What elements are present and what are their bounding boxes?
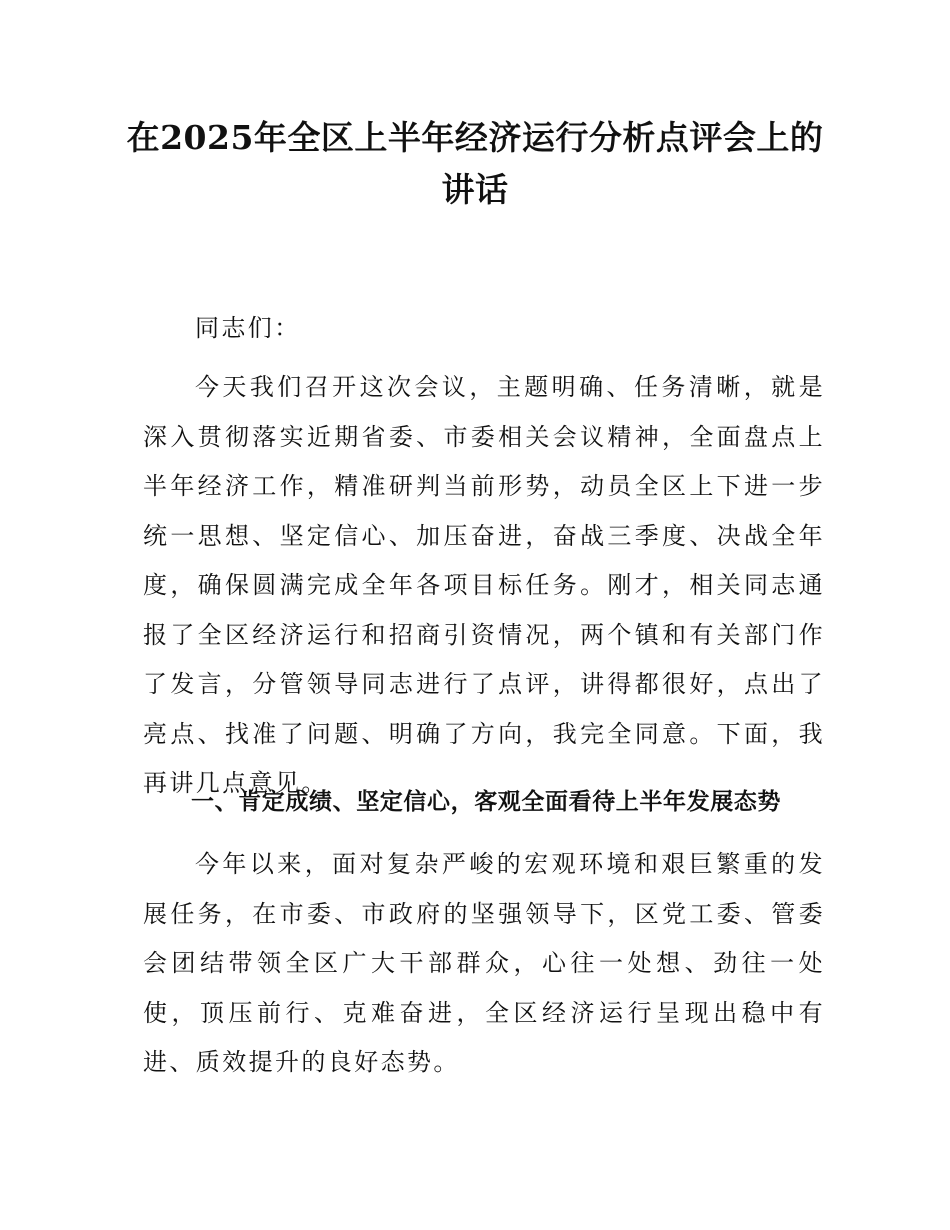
paragraph-opening: 今天我们召开这次会议，主题明确、任务清晰，就是深入贯彻落实近期省委、市委相关会议精神，全面盘点上半年经济工作，精准研判当前形势，动员全区上下进一步统一思想、坚定信心、加压奋进，奋战三季度、决战全年度，确保圆满完成全年各项目标任务。刚才，相关同志通报了全区经济运行和招商引资情况，两个镇和有关部门作了发言，分管领导同志进行了点评，讲得都很好，点出了亮点、找准了问题、明确了方向，我完全同意。下面，我再讲几点意见。 xyxy=(143,373,825,797)
section-heading-1: 一、肯定成绩、坚定信心，客观全面看待上半年发展态势 xyxy=(191,789,781,815)
salutation: 同志们： xyxy=(195,314,301,342)
paragraph-section-1: 今年以来，面对复杂严峻的宏观环境和艰巨繁重的发展任务，在市委、市政府的坚强领导下，区党工委、管委会团结带领全区广大干部群众，心往一处想、劲往一处使，顶压前行、克难奋进，全区经济运行呈现出稳中有进、质效提升的良好态势。 xyxy=(143,850,825,1076)
document-title: 在2025年全区上半年经济运行分析点评会上的讲话 xyxy=(126,118,824,209)
